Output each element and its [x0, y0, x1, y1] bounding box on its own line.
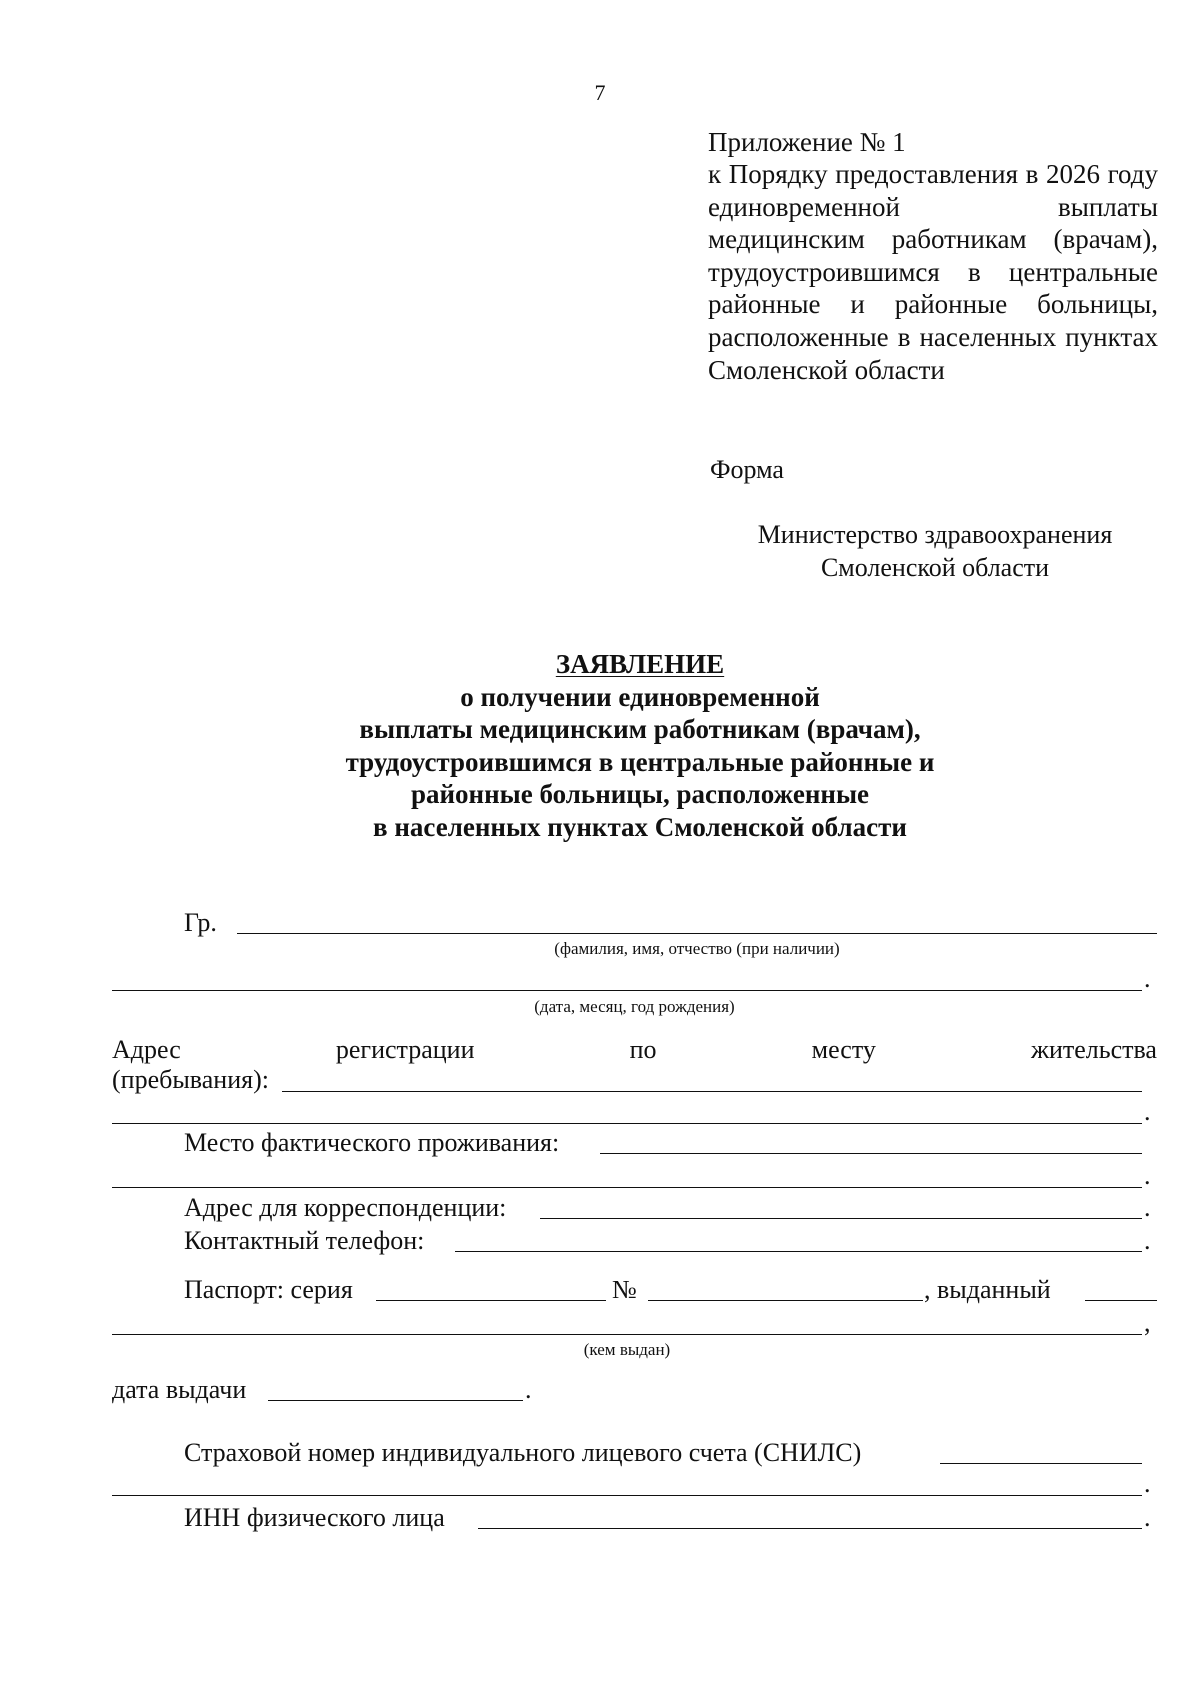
form-label: Форма	[710, 455, 784, 484]
period: .	[1144, 1193, 1151, 1222]
issued-by-input-line[interactable]	[112, 1334, 1142, 1335]
birth-date-hint: (дата, месяц, год рождения)	[534, 997, 735, 1016]
comma: ,	[1144, 1308, 1151, 1337]
fio-input-line[interactable]	[237, 933, 1157, 934]
correspondence-input-line[interactable]	[540, 1218, 1142, 1219]
period: .	[1144, 1226, 1151, 1255]
recipient-block	[700, 518, 1170, 584]
inn-input-line[interactable]	[478, 1528, 1142, 1529]
period: .	[1144, 1097, 1151, 1126]
period: .	[1144, 964, 1151, 993]
issued-input-line[interactable]	[1085, 1300, 1157, 1301]
passport-series-input-line[interactable]	[376, 1300, 606, 1301]
appendix-label: Приложение № 1	[708, 127, 906, 157]
title-line: районные больницы, расположенные	[410, 779, 870, 809]
registration-address-label	[112, 1035, 1157, 1065]
correspondence-label: Адрес для корреспонденции:	[184, 1193, 507, 1222]
actual-address-input-line-2[interactable]	[112, 1187, 1142, 1188]
title-heading: ЗАЯВЛЕНИЕ	[555, 649, 725, 679]
passport-series-label: Паспорт: серия	[184, 1275, 353, 1304]
recipient-line-2: Смоленской области	[820, 553, 1050, 582]
registration-cont-label: (пребывания):	[112, 1065, 269, 1094]
citizen-label: Гр.	[184, 908, 217, 937]
snils-input-line[interactable]	[940, 1463, 1142, 1464]
actual-address-label: Место фактического проживания:	[184, 1128, 560, 1157]
birth-date-input-line[interactable]	[112, 990, 1142, 991]
title-line: в населенных пунктах Смоленской области	[373, 811, 907, 842]
snils-input-line-2[interactable]	[112, 1495, 1142, 1496]
appendix-block	[708, 126, 1158, 386]
title-line: трудоустроившимся в центральные районные и	[345, 746, 935, 777]
title-line: выплаты медицинским работникам (врачам),	[359, 714, 921, 744]
word: жительства	[1030, 1035, 1157, 1064]
document-title	[160, 648, 1120, 843]
issue-date-input-line[interactable]	[268, 1400, 523, 1401]
phone-label: Контактный телефон:	[184, 1226, 425, 1255]
issue-date-label: дата выдачи	[112, 1375, 247, 1404]
issued-label: , выданный	[924, 1275, 1051, 1304]
passport-number-input-line[interactable]	[648, 1300, 923, 1301]
issued-by-hint: (кем выдан)	[583, 1340, 671, 1359]
period: .	[1144, 1503, 1151, 1532]
phone-input-line[interactable]	[455, 1251, 1142, 1252]
word: по	[629, 1035, 657, 1064]
actual-address-input-line[interactable]	[600, 1153, 1142, 1154]
passport-number-label: №	[612, 1275, 637, 1304]
period: .	[525, 1375, 532, 1404]
period: .	[1144, 1161, 1151, 1190]
word: регистрации	[335, 1035, 475, 1064]
appendix-text: к Порядку предоставления в 2026 году единовременной выплаты медицинским работникам (врачам), трудоустроившимся в центральные районные и районные больницы, расположенные в населенных пунктах Смоленской области	[708, 159, 1158, 385]
word: месту	[811, 1035, 876, 1064]
recipient-line-1: Министерство здравоохранения	[757, 520, 1113, 549]
page-number: 7	[594, 80, 606, 105]
snils-label: Страховой номер индивидуального лицевого счета (СНИЛС)	[184, 1438, 862, 1467]
inn-label: ИНН физического лица	[184, 1503, 445, 1532]
registration-input-line[interactable]	[282, 1091, 1142, 1092]
period: .	[1144, 1469, 1151, 1498]
title-line: о получении единовременной	[460, 681, 820, 712]
word: Адрес	[112, 1035, 181, 1064]
registration-input-line-2[interactable]	[112, 1123, 1142, 1124]
fio-hint: (фамилия, имя, отчество (при наличии)	[554, 939, 840, 958]
